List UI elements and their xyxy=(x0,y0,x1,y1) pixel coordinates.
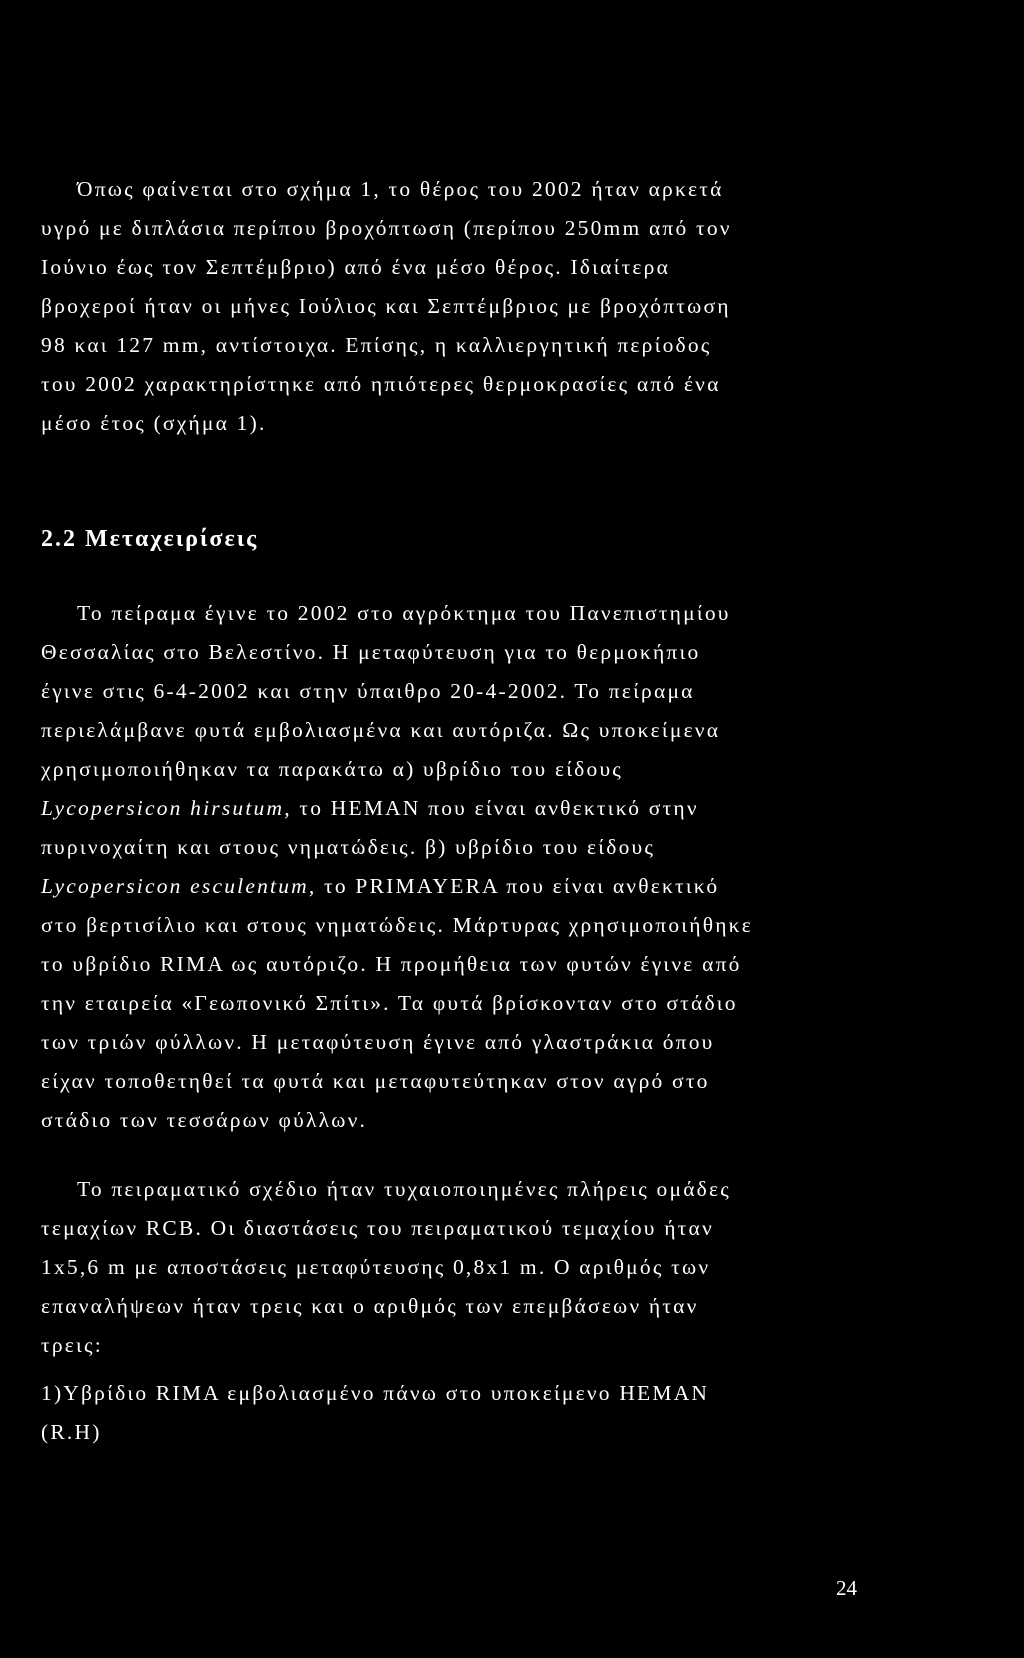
text-line: επαναλήψεων ήταν τρεις και ο αριθμός των επεμβάσεων ήταν xyxy=(41,1294,699,1318)
text-line: χρησιμοποιήθηκαν τα παρακάτω α) υβρίδιο του είδους xyxy=(41,757,624,781)
species-name: Lycopersicon hirsutum, xyxy=(41,796,292,820)
text-line: 1x5,6 m με αποστάσεις μεταφύτευσης 0,8x1 m. Ο αριθμός των xyxy=(41,1255,711,1279)
text-line xyxy=(41,871,862,901)
text-line: Θεσσαλίας στο Βελεστίνο. Η μεταφύτευση για το θερμοκήπιο xyxy=(41,640,701,664)
text-line: υγρό με διπλάσια περίπου βροχόπτωση (περίπου 250mm από τον xyxy=(41,216,732,240)
text-line: Όπως φαίνεται στο σχήμα 1, το θέρος του 2002 ήταν αρκετά xyxy=(77,177,724,201)
text-line: στο βερτισίλιο και στους νηματώδεις. Μάρτυρας χρησιμοποιήθηκε xyxy=(41,913,753,937)
text-line: έγινε στις 6-4-2002 και στην ύπαιθρο 20-4-2002. Το πείραμα xyxy=(41,679,695,703)
text-line: είχαν τοποθετηθεί τα φυτά και μεταφυτεύτηκαν στον αγρό στο xyxy=(41,1069,710,1093)
text-line: Ιούνιο έως τον Σεπτέμβριο) από ένα μέσο θέρος. Ιδιαίτερα xyxy=(41,255,671,279)
text-span: το PRIMAYERA που είναι ανθεκτικό xyxy=(324,874,720,898)
text-line: πυρινοχαίτη και στους νηματώδεις. β) υβρίδιο του είδους xyxy=(41,835,656,859)
text-line: Το πειραματικό σχέδιο ήταν τυχαιοποιημένες πλήρεις ομάδες xyxy=(77,1177,731,1201)
text-line: του 2002 χαρακτηρίστηκε από ηπιότερες θερμοκρασίες από ένα xyxy=(41,372,721,396)
section-heading: 2.2 Μεταχειρίσεις xyxy=(41,526,259,552)
page-number: 24 xyxy=(836,1576,857,1600)
text-line: στάδιο των τεσσάρων φύλλων. xyxy=(41,1108,368,1132)
list-item-continuation: (R.H) xyxy=(41,1420,102,1444)
text-line: το υβρίδιο RIMA ως αυτόριζο. Η προμήθεια των φυτών έγινε από xyxy=(41,952,742,976)
list-item: 1)Υβρίδιο RIMA εμβολιασμένο πάνω στο υποκείμενο HEMAN xyxy=(41,1381,710,1405)
text-line: των τριών φύλλων. Η μεταφύτευση έγινε από γλαστράκια όπου xyxy=(41,1030,715,1054)
text-line: μέσο έτος (σχήμα 1). xyxy=(41,411,267,435)
species-name: Lycopersicon esculentum, xyxy=(41,874,317,898)
text-line: περιελάμβανε φυτά εμβολιασμένα και αυτόριζα. Ως υποκείμενα xyxy=(41,718,721,742)
text-line: τρεις: xyxy=(41,1333,103,1357)
text-line: την εταιρεία «Γεωπονικό Σπίτι». Τα φυτά βρίσκονταν στο στάδιο xyxy=(41,991,738,1015)
text-line: Το πείραμα έγινε το 2002 στο αγρόκτημα του Πανεπιστημίου xyxy=(77,601,731,625)
text-line: τεμαχίων RCB. Οι διαστάσεις του πειραματικού τεμαχίου ήταν xyxy=(41,1216,714,1240)
text-line: βροχεροί ήταν οι μήνες Ιούλιος και Σεπτέμβριος με βροχόπτωση xyxy=(41,294,731,318)
text-line xyxy=(41,793,862,823)
text-span: το HEMAN που είναι ανθεκτικό στην xyxy=(299,796,699,820)
text-line: 98 και 127 mm, αντίστοιχα. Επίσης, η καλλιεργητική περίοδος xyxy=(41,333,712,357)
